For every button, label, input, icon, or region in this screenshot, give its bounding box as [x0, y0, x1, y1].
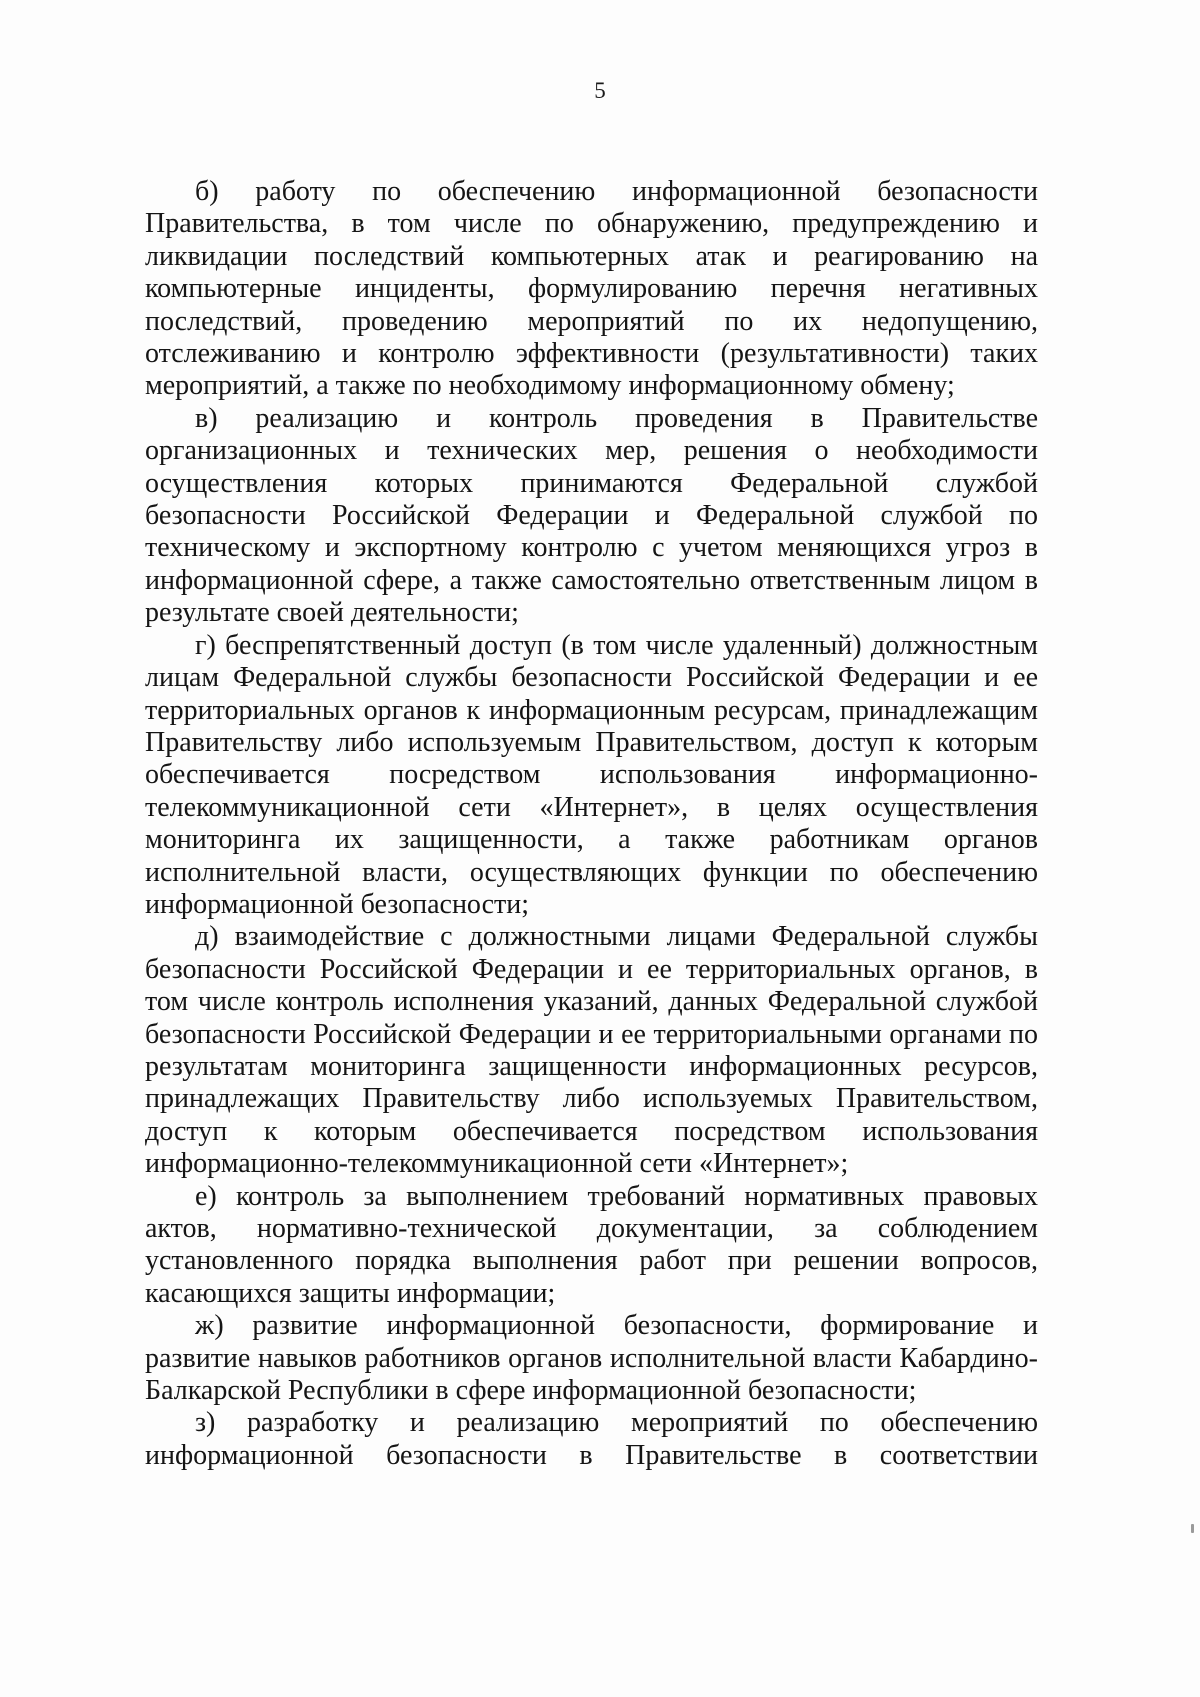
paragraph-e: е) контроль за выполнением требований нормативных правовых актов, нормативно-технической документации, за соблюдением установленного порядка выполнения работ при решении вопросов, касающихся защиты информации; — [145, 1180, 1038, 1309]
paragraph-b: б) работу по обеспечению информационной безопасности Правительства, в том числе по обнаружению, предупреждению и ликвидации последствий компьютерных атак и реагированию на компьютерные инциденты, формулированию перечня негативных последствий, проведению мероприятий по их недопущению, отслеживанию и контролю эффективности (результативности) таких мероприятий, а также по необходимому информационному обмену; — [145, 176, 1038, 402]
scan-artifact — [1191, 1524, 1194, 1533]
paragraph-zh: ж) развитие информационной безопасности, формирование и развитие навыков работников органов исполнительной власти Кабардино-Балкарской Республики в сфере информационной безопасности; — [145, 1310, 1038, 1407]
paragraph-z: з) разработку и реализацию мероприятий по обеспечению информационной безопасности в Правительстве в соответствии — [145, 1407, 1038, 1471]
paragraph-g: г) беспрепятственный доступ (в том числе удаленный) должностным лицам Федеральной службы безопасности Российской Федерации и ее территориальных органов к информационным ресурсам, принадлежащим Правительству либо используемым Правительством, доступ к которым обеспечивается посредством использования информационно-телекоммуникационной сети «Интернет», в целях осуществления мониторинга их защищенности, а также работникам органов исполнительной власти, осуществляющих функции по обеспечению информационной безопасности; — [145, 629, 1038, 920]
paragraph-d: д) взаимодействие с должностными лицами Федеральной службы безопасности Российской Федерации и ее территориальных органов, в том числе контроль исполнения указаний, данных Федеральной службой безопасности Российской Федерации и ее территориальными органами по результатам мониторинга защищенности информационных ресурсов, принадлежащих Правительству либо используемых Правительством, доступ к которым обеспечивается посредством использования информационно-телекоммуникационной сети «Интернет»; — [145, 921, 1038, 1180]
document-body — [145, 176, 1038, 1472]
paragraph-v: в) реализацию и контроль проведения в Правительстве организационных и технических мер, решения о необходимости осуществления которых принимаются Федеральной службой безопасности Российской Федерации и Федеральной службой по техническому и экспортному контролю с учетом меняющихся угроз в информационной сфере, а также самостоятельно ответственным лицом в результате своей деятельности; — [145, 402, 1038, 629]
page-number: 5 — [594, 78, 606, 103]
